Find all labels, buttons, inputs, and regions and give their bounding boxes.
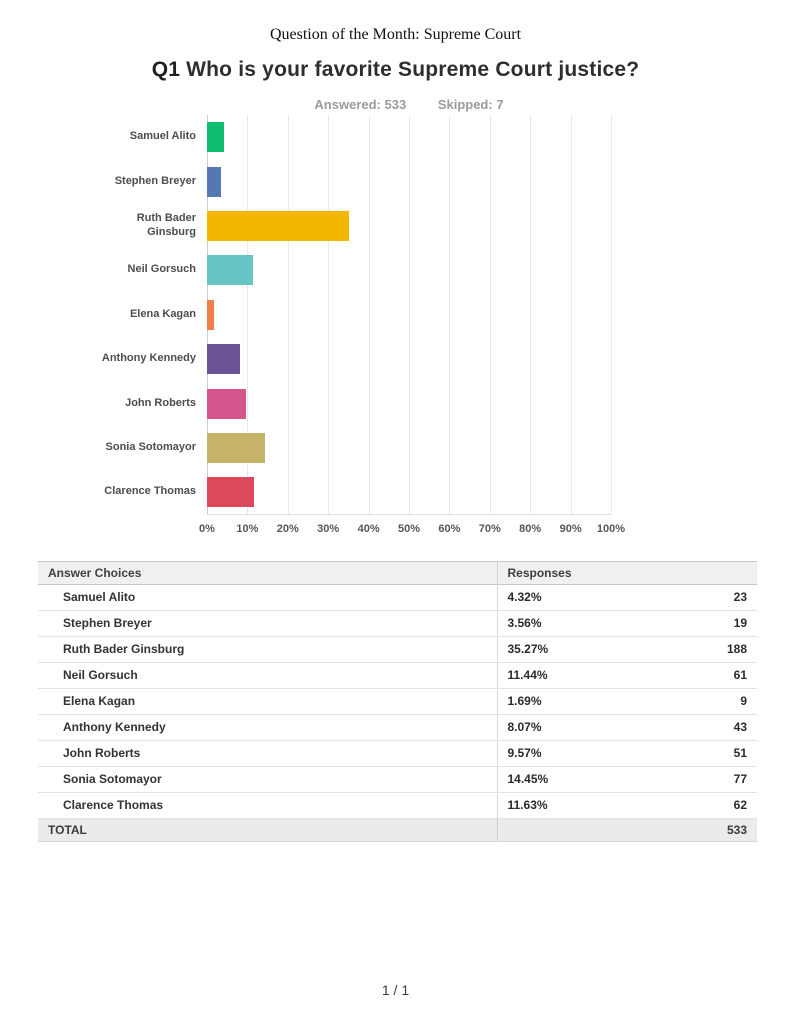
cell-count: 19 [733,616,747,631]
bar-label: Neil Gorsuch [127,263,196,276]
chart-bar-stephen-breyer [207,167,221,197]
table-row-anthony-kennedy [38,714,757,740]
cell-count: 61 [733,668,747,683]
answered-count: Answered: 533 [314,97,407,112]
cell-responses [497,662,757,688]
table-row-john-roberts [38,740,757,766]
cell-percent: 35.27% [507,642,549,657]
results-table [38,561,757,842]
table-row-samuel-alito [38,584,757,610]
chart-rows [97,115,611,515]
skipped-count: Skipped: 7 [437,97,504,112]
cell-answer-choice: Anthony Kennedy [38,714,497,740]
table-header-row [38,561,757,584]
cell-count: 23 [733,590,747,605]
cell-responses [497,766,757,792]
bar-label: Elena Kagan [129,307,196,320]
chart-row-neil-gorsuch [97,248,611,292]
header-answer-choices: Answer Choices [38,561,497,584]
x-tick-label: 90% [559,522,582,535]
table-row-ruth-bader-ginsburg [38,636,757,662]
bar-label: Ruth Bader Ginsburg [136,212,196,238]
bar-track [207,122,611,152]
total-row [38,818,757,841]
chart-bar-sonia-sotomayor [207,433,265,463]
response-meta [207,97,611,112]
x-axis [199,515,626,541]
header-responses: Responses [497,561,757,584]
cell-count: 9 [740,694,747,709]
cell-answer-choice: John Roberts [38,740,497,766]
table-row-stephen-breyer [38,610,757,636]
bar-label: Clarence Thomas [104,485,196,498]
page-indicator: 1 / 1 [381,982,410,998]
table-row-sonia-sotomayor [38,766,757,792]
cell-count: 43 [733,720,747,735]
chart-bar-elena-kagan [207,300,214,330]
bar-label: Samuel Alito [129,130,196,143]
cell-percent: 14.45% [507,772,549,787]
cell-answer-choice: Elena Kagan [38,688,497,714]
cell-percent: 11.63% [507,798,548,813]
cell-responses [497,610,757,636]
question-title [0,58,791,82]
cell-answer-choice: Clarence Thomas [38,792,497,818]
bar-label: Stephen Breyer [114,174,196,187]
table-body [38,584,757,818]
chart-row-ruth-bader-ginsburg [97,204,611,248]
chart-bar-john-roberts [207,389,246,419]
cell-percent: 4.32% [507,590,542,605]
table-row-neil-gorsuch [38,662,757,688]
x-tick-label: 10% [236,522,259,535]
cell-percent: 3.56% [507,616,542,631]
chart-row-sonia-sotomayor [97,426,611,470]
table-row-elena-kagan [38,688,757,714]
cell-responses [497,584,757,610]
question-number: Q1 [151,58,181,81]
cell-answer-choice: Sonia Sotomayor [38,766,497,792]
cell-responses [497,714,757,740]
bar-track [207,300,611,330]
bar-track [207,433,611,463]
chart-bar-clarence-thomas [207,477,254,507]
cell-answer-choice: Neil Gorsuch [38,662,497,688]
x-tick-label: 50% [397,522,421,535]
bar-label: John Roberts [125,396,196,409]
cell-answer-choice: Ruth Bader Ginsburg [38,636,497,662]
x-tick-label: 100% [596,522,626,535]
x-tick-label: 40% [357,522,380,535]
cell-percent: 9.57% [507,746,542,761]
bar-track [207,167,611,197]
chart-row-elena-kagan [97,293,611,337]
cell-count: 62 [733,798,747,813]
cell-answer-choice: Samuel Alito [38,584,497,610]
gridline [611,115,612,514]
x-tick-label: 80% [519,522,542,535]
cell-responses [497,636,757,662]
cell-answer-choice: Stephen Breyer [38,610,497,636]
cell-responses [497,792,757,818]
bar-track [207,389,611,419]
document-title: Question of the Month: Supreme Court [269,26,522,43]
cell-percent: 8.07% [507,720,542,735]
total-label: TOTAL [38,818,497,841]
bar-track [207,477,611,507]
question-text: Who is your favorite Supreme Court justice? [186,58,640,81]
chart-row-stephen-breyer [97,159,611,203]
chart-row-anthony-kennedy [97,337,611,381]
x-tick-label: 20% [276,522,299,535]
chart-row-john-roberts [97,381,611,425]
cell-count: 77 [733,772,747,787]
chart-row-samuel-alito [97,115,611,159]
x-tick-label: 0% [199,522,215,535]
chart-bar-anthony-kennedy [207,344,240,374]
bar-label: Anthony Kennedy [101,352,196,365]
chart-bar-samuel-alito [207,122,224,152]
bar-track [207,211,611,241]
table-row-clarence-thomas [38,792,757,818]
x-tick-label: 30% [317,522,340,535]
bar-track [207,344,611,374]
chart-row-clarence-thomas [97,470,611,514]
chart-plot-area [97,115,611,515]
cell-percent: 11.44% [507,668,548,683]
cell-percent: 1.69% [507,694,542,709]
total-count: 533 [497,818,757,841]
chart-bar-ruth-bader-ginsburg [207,211,349,241]
cell-responses [497,740,757,766]
cell-responses [497,688,757,714]
x-tick-label: 70% [478,522,501,535]
x-tick-label: 60% [438,522,461,535]
bar-track [207,255,611,285]
cell-count: 188 [726,642,747,657]
bar-chart [97,115,626,541]
bar-label: Sonia Sotomayor [105,441,196,454]
cell-count: 51 [733,746,747,761]
chart-bar-neil-gorsuch [207,255,253,285]
